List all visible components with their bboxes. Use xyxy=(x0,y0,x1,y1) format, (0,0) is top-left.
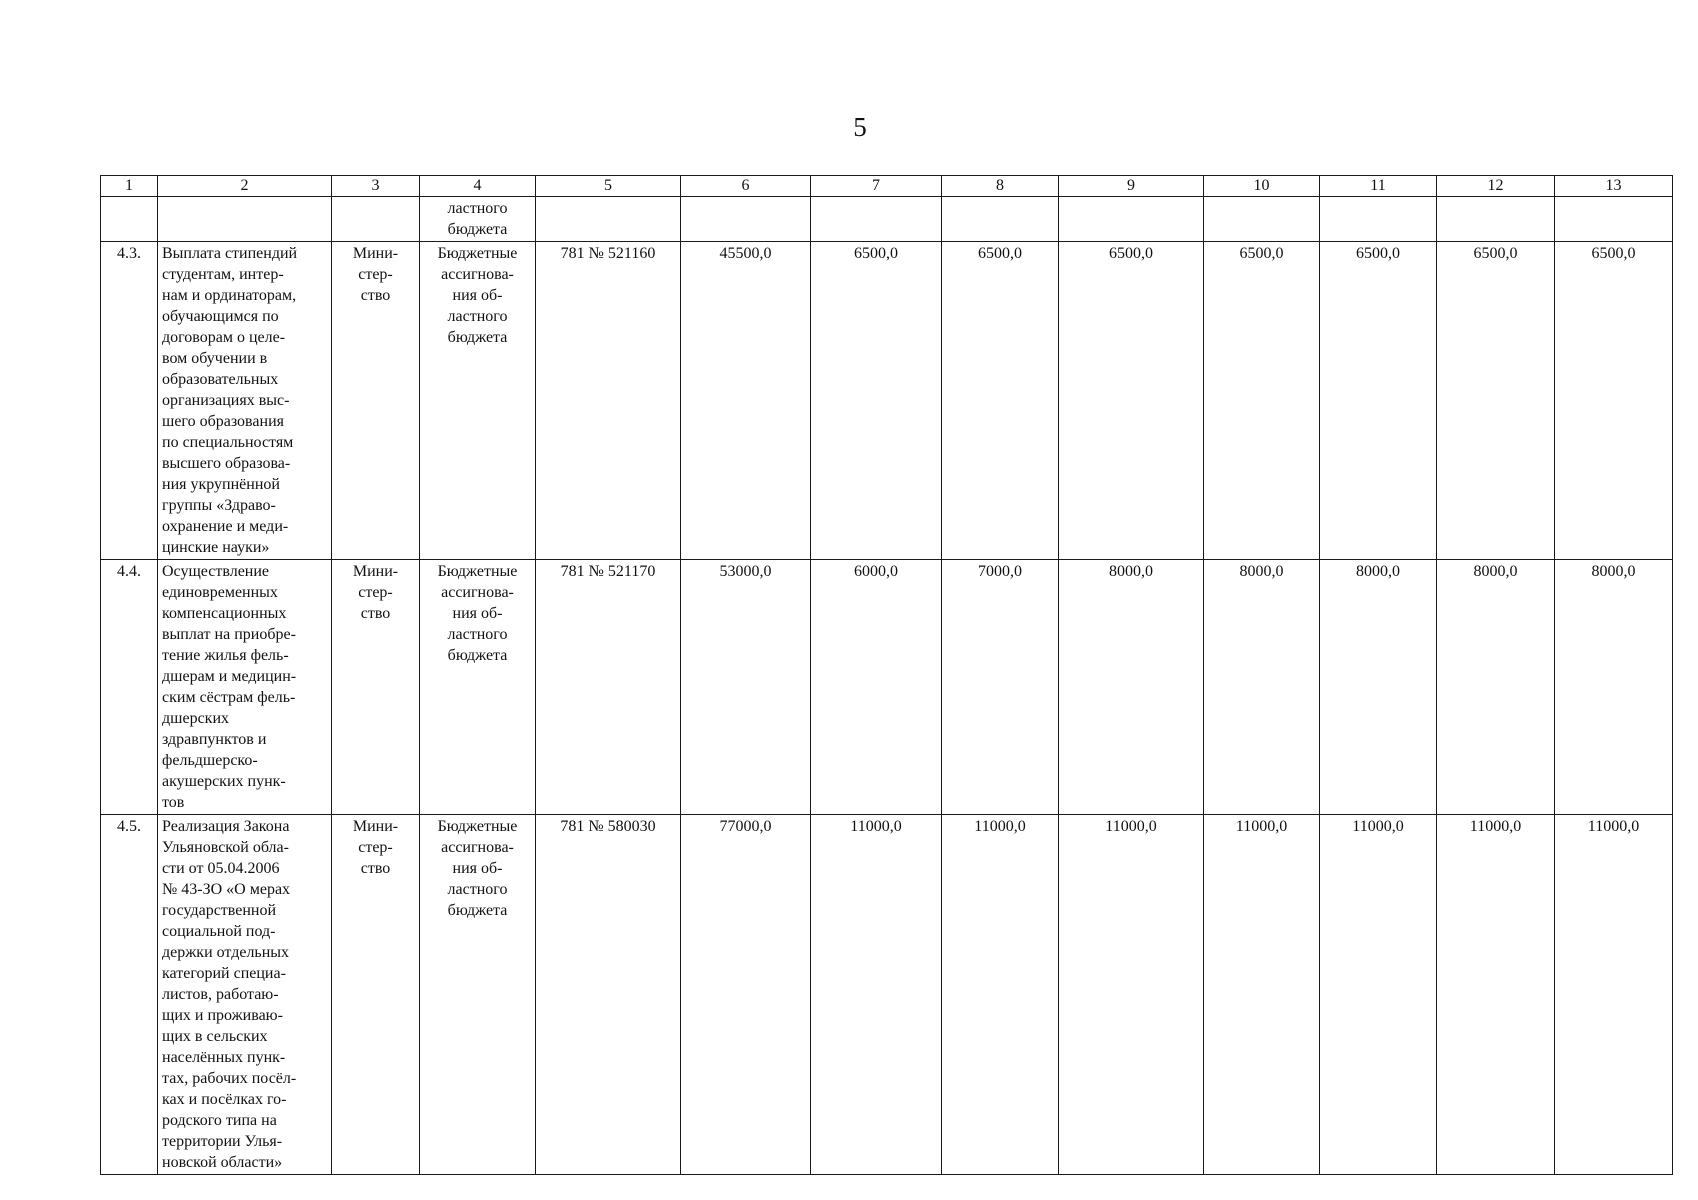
funding-source-cell xyxy=(420,197,536,242)
column-number: 6 xyxy=(681,176,811,197)
measure-name-line: нам и ординаторам, xyxy=(162,287,297,304)
funding-source-line: бюджета xyxy=(447,329,508,346)
responsible-cell xyxy=(332,197,420,242)
column-number: 9 xyxy=(1059,176,1204,197)
value-cell: 8000,0 xyxy=(1555,560,1673,815)
measure-name-line: ния укрупнённой xyxy=(162,476,280,493)
column-number: 1 xyxy=(101,176,158,197)
value-cell: 11000,0 xyxy=(942,815,1059,1175)
funding-source-line: ния об- xyxy=(452,860,503,877)
value-cell: 6500,0 xyxy=(811,242,942,560)
value-cell xyxy=(1437,197,1555,242)
row-number: 4.3. xyxy=(101,242,158,560)
funding-source-line: ластного xyxy=(447,626,508,643)
continuation-row xyxy=(101,197,1673,242)
measure-name-line: образовательных xyxy=(162,371,279,388)
responsible-line: ство xyxy=(360,860,391,877)
value-cell: 11000,0 xyxy=(1204,815,1320,1175)
responsible-line: стер- xyxy=(358,584,393,601)
value-cell xyxy=(1204,197,1320,242)
page-number: 5 xyxy=(853,112,867,142)
table-row xyxy=(101,560,1673,815)
value-total: 53000,0 xyxy=(681,560,811,815)
funding-source-line: ния об- xyxy=(452,605,503,622)
funding-source-cell xyxy=(420,560,536,815)
column-number-row xyxy=(101,176,1673,197)
column-number: 7 xyxy=(811,176,942,197)
column-number: 8 xyxy=(942,176,1059,197)
value-cell xyxy=(1059,197,1204,242)
budget-code: 781 № 521160 xyxy=(536,242,681,560)
value-cell xyxy=(942,197,1059,242)
measure-name-line: фельдшерско- xyxy=(162,752,258,769)
responsible-line: ство xyxy=(360,605,391,622)
row-number: 4.4. xyxy=(101,560,158,815)
measure-name-line: держки отдельных xyxy=(162,944,290,961)
column-number: 12 xyxy=(1437,176,1555,197)
budget-table xyxy=(100,175,1673,1175)
value-cell: 11000,0 xyxy=(1320,815,1437,1175)
value-cell: 11000,0 xyxy=(1059,815,1204,1175)
measure-name-line: щих в сельских xyxy=(162,1028,268,1045)
row-number-cell xyxy=(101,197,158,242)
funding-source-line: бюджета xyxy=(447,221,508,238)
measure-name-line: Реализация Закона xyxy=(162,818,290,835)
value-cell: 11000,0 xyxy=(811,815,942,1175)
measure-name-line: тах, рабочих посёл- xyxy=(162,1070,297,1087)
measure-name-line: новской области» xyxy=(162,1154,283,1171)
measure-name-line: акушерских пунк- xyxy=(162,773,286,790)
value-cell: 6500,0 xyxy=(1437,242,1555,560)
measure-name-line: Осуществление xyxy=(162,563,270,580)
code-cell xyxy=(536,197,681,242)
measure-name-line: государственной xyxy=(162,902,277,919)
measure-name-line: здравпунктов и xyxy=(162,731,267,748)
measure-name-line: по специальностям xyxy=(162,434,294,451)
measure-name-line: дшерам и медицин- xyxy=(162,668,297,685)
responsible-line: Мини- xyxy=(352,818,399,835)
measure-name-line: тов xyxy=(162,794,185,811)
funding-source-line: ассигнова- xyxy=(441,839,514,856)
responsible-cell xyxy=(332,815,420,1175)
measure-name-line: населённых пунк- xyxy=(162,1049,286,1066)
table-row xyxy=(101,815,1673,1175)
measure-name-line: категорий специа- xyxy=(162,965,286,982)
funding-source-line: бюджета xyxy=(447,902,508,919)
budget-code: 781 № 521170 xyxy=(536,560,681,815)
value-cell: 6500,0 xyxy=(1204,242,1320,560)
value-cell: 11000,0 xyxy=(1555,815,1673,1175)
measure-name-line: сти от 05.04.2006 xyxy=(162,860,280,877)
measure-name-line: социальной под- xyxy=(162,923,276,940)
funding-source-line: Бюджетные xyxy=(437,818,518,835)
measure-name-line: № 43-ЗО «О мерах xyxy=(162,881,291,898)
responsible-line: Мини- xyxy=(352,563,399,580)
table-row xyxy=(101,242,1673,560)
measure-name-line: шего образования xyxy=(162,413,284,430)
responsible-line: стер- xyxy=(358,266,393,283)
measure-name-line: родского типа на xyxy=(162,1112,277,1129)
measure-name-line: обучающимся по xyxy=(162,308,279,325)
measure-name-line: компенсационных xyxy=(162,605,287,622)
value-cell: 8000,0 xyxy=(1204,560,1320,815)
measure-name-line: дшерских xyxy=(162,710,229,727)
funding-source-line: ассигнова- xyxy=(441,266,514,283)
name-cell xyxy=(158,197,332,242)
measure-name-cell xyxy=(158,242,332,560)
value-cell: 8000,0 xyxy=(1437,560,1555,815)
value-cell xyxy=(811,197,942,242)
measure-name-cell xyxy=(158,815,332,1175)
column-number: 13 xyxy=(1555,176,1673,197)
measure-name-line: листов, работаю- xyxy=(162,986,279,1003)
column-number: 10 xyxy=(1204,176,1320,197)
measure-name-cell xyxy=(158,560,332,815)
funding-source-line: ластного xyxy=(447,881,508,898)
measure-name-line: выплат на приобре- xyxy=(162,626,296,643)
column-number: 5 xyxy=(536,176,681,197)
value-cell: 6500,0 xyxy=(1555,242,1673,560)
value-cell xyxy=(1320,197,1437,242)
responsible-cell xyxy=(332,242,420,560)
measure-name-line: ках и посёлках го- xyxy=(162,1091,287,1108)
value-cell: 8000,0 xyxy=(1320,560,1437,815)
funding-source-cell xyxy=(420,242,536,560)
measure-name-line: охранение и меди- xyxy=(162,518,289,535)
measure-name-line: группы «Здраво- xyxy=(162,497,276,514)
measure-name-line: территории Улья- xyxy=(162,1133,283,1150)
funding-source-line: Бюджетные xyxy=(437,245,518,262)
responsible-line: ство xyxy=(360,287,391,304)
measure-name-line: тение жилья фель- xyxy=(162,647,289,664)
value-total: 77000,0 xyxy=(681,815,811,1175)
column-number: 4 xyxy=(420,176,536,197)
measure-name-line: договорам о целе- xyxy=(162,329,286,346)
measure-name-line: организациях выс- xyxy=(162,392,290,409)
measure-name-line: ским сёстрам фель- xyxy=(162,689,296,706)
value-cell xyxy=(681,197,811,242)
responsible-line: Мини- xyxy=(352,245,399,262)
value-cell xyxy=(1555,197,1673,242)
value-cell: 6000,0 xyxy=(811,560,942,815)
column-number: 11 xyxy=(1320,176,1437,197)
measure-name-line: вом обучении в xyxy=(162,350,268,367)
value-cell: 6500,0 xyxy=(1320,242,1437,560)
value-cell: 8000,0 xyxy=(1059,560,1204,815)
funding-source-line: ластного xyxy=(447,200,508,217)
value-cell: 7000,0 xyxy=(942,560,1059,815)
measure-name-line: щих и проживаю- xyxy=(162,1007,283,1024)
responsible-cell xyxy=(332,560,420,815)
funding-source-line: Бюджетные xyxy=(437,563,518,580)
value-cell: 6500,0 xyxy=(942,242,1059,560)
row-number: 4.5. xyxy=(101,815,158,1175)
column-number: 2 xyxy=(158,176,332,197)
responsible-line: стер- xyxy=(358,839,393,856)
value-cell: 6500,0 xyxy=(1059,242,1204,560)
budget-code: 781 № 580030 xyxy=(536,815,681,1175)
column-number: 3 xyxy=(332,176,420,197)
measure-name-line: цинские науки» xyxy=(162,539,270,556)
funding-source-line: ластного xyxy=(447,308,508,325)
measure-name-line: высшего образова- xyxy=(162,455,291,472)
funding-source-line: ассигнова- xyxy=(441,584,514,601)
value-cell: 11000,0 xyxy=(1437,815,1555,1175)
funding-source-line: бюджета xyxy=(447,647,508,664)
funding-source-cell xyxy=(420,815,536,1175)
measure-name-line: единовременных xyxy=(162,584,278,601)
value-total: 45500,0 xyxy=(681,242,811,560)
measure-name-line: Выплата стипендий xyxy=(162,245,298,262)
measure-name-line: Ульяновской обла- xyxy=(162,839,289,856)
measure-name-line: студентам, интер- xyxy=(162,266,284,283)
funding-source-line: ния об- xyxy=(452,287,503,304)
